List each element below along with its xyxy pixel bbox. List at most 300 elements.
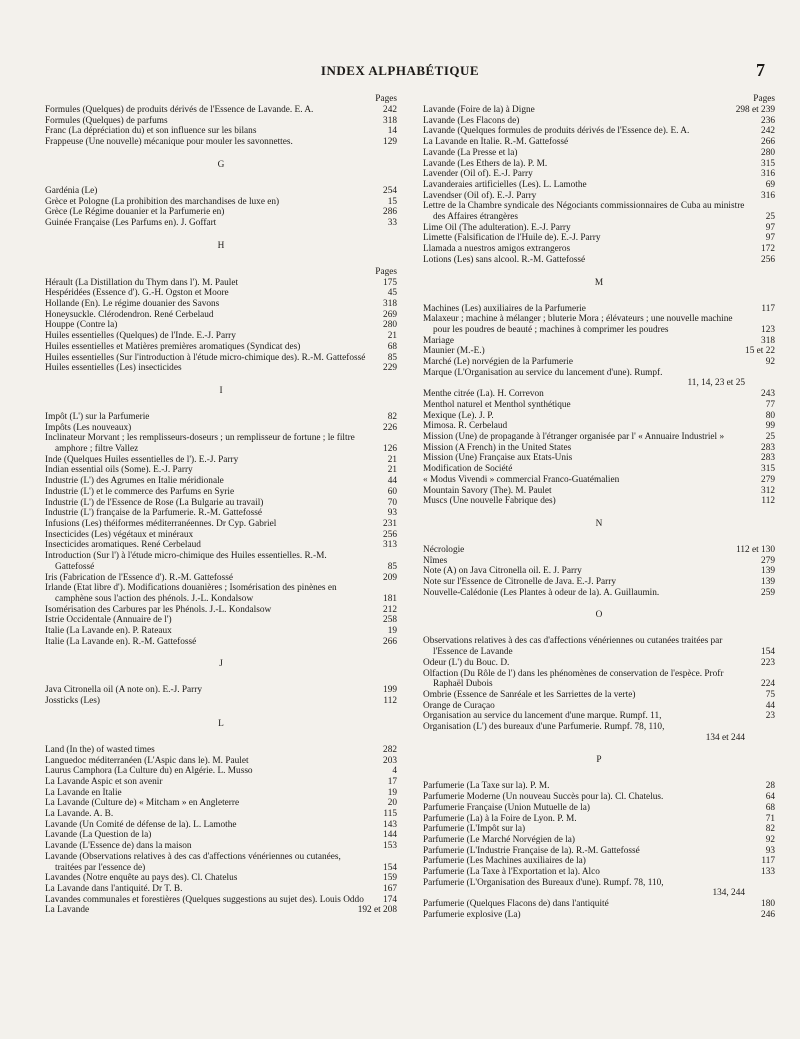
- index-entry: [423, 867, 775, 878]
- entry-pages: 19: [387, 626, 397, 637]
- entry-title: Infusions (Les) théiformes méditerranéennes. Dr Cyp. Gabriel: [45, 518, 277, 529]
- index-entry: [45, 820, 397, 831]
- entry-pages: 192 et 208: [357, 905, 397, 916]
- entry-pages: 133: [761, 867, 775, 878]
- entry-pages: 279: [761, 474, 775, 485]
- index-entry: [45, 626, 397, 637]
- index-entry: [423, 116, 775, 127]
- entry-pages: 172: [761, 244, 775, 255]
- index-entry: [423, 781, 775, 792]
- index-entry: [45, 745, 397, 756]
- entry-pages: 71: [765, 813, 775, 824]
- entry-pages-continued: 134 et 244: [705, 732, 745, 743]
- entry-pages: 4: [392, 766, 397, 777]
- entry-title: Mission (Une) de propagande à l'étranger organisée par l' « Annuaire Industriel »: [423, 431, 725, 442]
- entry-title: Land (In the) of wasted times: [45, 744, 155, 755]
- entry-pages: 99: [765, 421, 775, 432]
- entry-title: Lettre de la Chambre syndicale des Négociants commissionnaires de Cuba au ministre des Affaires étrangères: [423, 201, 745, 223]
- entry-pages: 318: [383, 299, 397, 310]
- index-entry: [45, 412, 397, 423]
- section-letter: L: [218, 718, 224, 729]
- entry-pages: 21: [387, 454, 397, 465]
- entry-pages: 209: [383, 572, 397, 583]
- entry-title: Insecticides aromatiques. René Cerbelaud: [45, 540, 201, 551]
- entry-pages: 82: [387, 411, 397, 422]
- entry-title: Malaxeur ; machine à mélanger ; bluterie Mora ; élévateurs ; une nouvelle machine pour les poudres de beauté ; machines à comprimer les poudres: [423, 314, 733, 335]
- entry-pages: 174: [383, 894, 397, 905]
- entry-pages: 85: [387, 561, 397, 572]
- index-entry: [45, 299, 397, 310]
- entry-pages: 77: [765, 399, 775, 410]
- index-entry: [423, 566, 775, 577]
- entry-pages: 139: [761, 566, 775, 577]
- entry-title: Machines (Les) auxiliaires de la Parfumerie: [423, 303, 586, 314]
- index-entry: [423, 159, 775, 170]
- index-entry: [423, 233, 775, 244]
- entry-pages: 60: [387, 486, 397, 497]
- entry-pages: 45: [387, 288, 397, 299]
- index-entry: [423, 669, 775, 690]
- pages-column-label: Pages: [375, 94, 397, 104]
- entry-pages: 123: [761, 324, 775, 335]
- section-letter: O: [595, 610, 603, 621]
- entry-pages: 75: [765, 689, 775, 700]
- index-entry: [45, 615, 397, 626]
- index-entry: [45, 320, 397, 331]
- index-entry: [423, 314, 775, 335]
- index-entry: [45, 353, 397, 364]
- entry-pages: 280: [383, 320, 397, 331]
- entry-pages: 315: [761, 158, 775, 169]
- entry-pages-continued: 134, 244: [712, 888, 745, 899]
- index-entry: [45, 798, 397, 809]
- entry-title: Odeur (L') du Bouc. D.: [423, 657, 510, 668]
- index-entry: [423, 701, 775, 712]
- entry-pages: 229: [383, 363, 397, 374]
- index-entry: [45, 519, 397, 530]
- entry-title: Parfumerie (L'Industrie Française de la). R.-M. Gattefossé: [423, 845, 640, 856]
- entry-pages: 112 et 130: [736, 544, 775, 555]
- entry-title: Marque (L'Organisation au service du lancement d'une). Rumpf.: [423, 367, 663, 378]
- index-entry: [423, 835, 775, 846]
- entry-title: Hérault (La Distillation du Thym dans l'). M. Paulet: [45, 277, 239, 288]
- entry-title: Irlande (Etat libre d'). Modifications douanières ; Isomérisation des pinènes en camphène sous l'action des phénols. J.-L. Kondalsow: [45, 583, 337, 604]
- entry-title: Industrie (L') et le commerce des Parfums en Syrie: [45, 486, 235, 497]
- index-entry: [423, 126, 775, 137]
- index-entry: [423, 658, 775, 669]
- entry-title: La Lavande en Italie. R.-M. Gattefossé: [423, 137, 569, 148]
- entry-title: Laurus Camphora (La Culture du) en Algérie. L. Musso: [45, 766, 253, 777]
- index-entry: [45, 873, 397, 884]
- entry-pages-continued: 11, 14, 23 et 25: [687, 378, 745, 389]
- index-entry: [45, 476, 397, 487]
- entry-title: Jossticks (Les): [45, 696, 101, 707]
- index-entry: [423, 443, 775, 454]
- entry-title: Limette (Falsification de l'Huile de). E.-J. Parry: [423, 233, 601, 244]
- index-entry: [423, 411, 775, 422]
- entry-pages: 80: [765, 410, 775, 421]
- index-entry: [423, 878, 775, 889]
- entry-title: Franc (La dépréciation du) et son influence sur les bilans: [45, 126, 257, 137]
- entry-pages: 85: [387, 352, 397, 363]
- entry-pages: 21: [387, 465, 397, 476]
- section-letter: N: [595, 518, 603, 529]
- entry-pages: 129: [383, 137, 397, 148]
- entry-title: Industrie (L') de l'Essence de Rose (La Bulgarie au travail): [45, 497, 264, 508]
- index-entry: [423, 556, 775, 567]
- index-entry: [45, 197, 397, 208]
- index-entry: [423, 304, 775, 315]
- entry-pages: 64: [765, 792, 775, 803]
- entry-pages: 97: [765, 222, 775, 233]
- index-entry: [423, 711, 775, 722]
- page-number: 7: [756, 60, 765, 80]
- entry-pages: 97: [765, 233, 775, 244]
- index-entry: [45, 126, 397, 137]
- entry-pages: 246: [761, 909, 775, 920]
- index-entry: [45, 852, 397, 873]
- entry-pages: 242: [383, 105, 397, 115]
- entry-title: Modification de Société: [423, 464, 513, 475]
- pages-column-label: Pages: [753, 94, 775, 104]
- entry-title: Lavande (Les Flacons de): [423, 115, 520, 126]
- section-letter: I: [219, 385, 223, 396]
- index-entry: [45, 841, 397, 852]
- entry-pages: 223: [761, 657, 775, 668]
- index-entry: [45, 637, 397, 648]
- entry-pages: 25: [765, 212, 775, 223]
- index-entry: [423, 180, 775, 191]
- entry-title: Lime Oil (The adulteration). E.-J. Parry: [423, 222, 571, 233]
- entry-title: Impôt (L') sur la Parfumerie: [45, 411, 150, 422]
- entry-title: Menthe citrée (La). H. Correvon: [423, 389, 544, 400]
- entry-title: La Lavande dans l'antiquité. Dr T. B.: [45, 883, 183, 894]
- entry-title: Lavandes communales et forestières (Quelques suggestions au sujet des). Louis Oddo: [45, 894, 364, 905]
- index-entry: [45, 186, 397, 197]
- entry-pages: 269: [383, 309, 397, 320]
- entry-pages: 298 et 239: [735, 105, 775, 115]
- entry-pages: 68: [765, 802, 775, 813]
- entry-pages: 312: [761, 485, 775, 496]
- entry-title: Guinée Française (Les Parfums en). J. Goffart: [45, 217, 217, 228]
- section-letter: J: [219, 659, 223, 670]
- entry-pages: 212: [383, 604, 397, 615]
- entry-pages: 167: [383, 883, 397, 894]
- entry-pages: 259: [761, 587, 775, 598]
- entry-pages: 117: [761, 303, 775, 314]
- entry-pages: 203: [383, 755, 397, 766]
- index-entry: [423, 475, 775, 486]
- entry-title: Parfumerie explosive (La): [423, 909, 521, 920]
- entry-title: Iris (Fabrication de l'Essence d'). R.-M. Gattefossé: [45, 572, 233, 583]
- entry-title: Indian essential oils (Some). E.-J. Parry: [45, 465, 193, 476]
- index-entry: [45, 696, 397, 707]
- entry-title: Menthol naturel et Menthol synthétique: [423, 399, 571, 410]
- entry-title: Parfumerie (Quelques Flacons de) dans l'antiquité: [423, 899, 609, 910]
- index-entry: [45, 423, 397, 434]
- index-entry: [45, 540, 397, 551]
- index-entry: [423, 577, 775, 588]
- index-entry: [423, 255, 775, 266]
- section-letter: G: [217, 159, 225, 170]
- index-entry: [45, 105, 397, 116]
- index-entry: [45, 331, 397, 342]
- entry-title: Mountain Savory (The). M. Paulet: [423, 485, 552, 496]
- entry-title: Gardénia (Le): [45, 185, 98, 196]
- entry-title: Lavender (Oil of). E.-J. Parry: [423, 169, 533, 180]
- entry-pages: 236: [761, 115, 775, 126]
- index-entry: [423, 105, 775, 116]
- index-entry: [45, 884, 397, 895]
- entry-title: Impôts (Les nouveaux): [45, 422, 132, 433]
- entry-title: Inclinateur Morvant ; les remplisseurs-doseurs ; un remplisseur de fortune ; le filtre amphore ; filtre Vallez: [45, 433, 355, 455]
- index-entry: [423, 223, 775, 234]
- entry-pages: 159: [383, 873, 397, 884]
- index-entry: [423, 389, 775, 400]
- entry-title: Maunier (M.-E.): [423, 346, 485, 357]
- entry-pages: 224: [761, 679, 775, 690]
- entry-pages: 181: [383, 593, 397, 604]
- entry-title: Parfumerie Française (Union Mutuelle de la): [423, 802, 591, 813]
- index-entry: [45, 583, 397, 604]
- entry-pages: 231: [383, 518, 397, 529]
- entry-title: Mariage: [423, 335, 454, 346]
- entry-title: Parfumerie Moderne (Un nouveau Succès pour la). Cl. Chatelus.: [423, 792, 664, 803]
- index-entry: [45, 605, 397, 616]
- entry-title: Lavande (Observations relatives à des cas d'affections vénériennes ou cutanées, traitées par l'essence de): [45, 851, 341, 873]
- index-entry: [45, 207, 397, 218]
- entry-title: Italie (La Lavande en). R.-M. Gattefossé: [45, 636, 197, 647]
- entry-title: Lavande (Foire de la) à Digne: [423, 105, 535, 115]
- section-letter: M: [594, 277, 604, 288]
- index-entry: [423, 346, 775, 357]
- index-entry: [45, 498, 397, 509]
- index-entry: [45, 530, 397, 541]
- index-entry: [423, 588, 775, 599]
- index-entry: [423, 722, 775, 733]
- index-entry: [45, 288, 397, 299]
- entry-title: Isomérisation des Carbures par les Phénols. J.-L. Kondalsow: [45, 604, 272, 615]
- entry-title: Organisation au service du lancement d'une marque. Rumpf. 11,: [423, 711, 662, 722]
- entry-title: Frappeuse (Une nouvelle) mécanique pour mouler les savonnettes.: [45, 137, 293, 148]
- index-entry: [45, 756, 397, 767]
- entry-pages: 313: [383, 540, 397, 551]
- entry-title: Olfaction (Du Rôle de l') dans les phénomènes de conservation de l'espèce. Profr Raphaël Dubois: [423, 668, 724, 690]
- entry-title: Introduction (Sur l') à l'étude micro-chimique des Huiles essentielles. R.-M. Gattefossé: [45, 551, 327, 572]
- entry-pages: 226: [383, 422, 397, 433]
- entry-pages: 17: [387, 776, 397, 787]
- entry-pages: 243: [761, 389, 775, 400]
- index-entry: [423, 244, 775, 255]
- entry-pages: 256: [761, 254, 775, 265]
- entry-pages: 15 et 22: [745, 346, 775, 357]
- entry-pages: 279: [761, 555, 775, 566]
- entry-title: Grèce et Pologne (La prohibition des marchandises de luxe en): [45, 196, 280, 207]
- entry-pages: 25: [765, 431, 775, 442]
- page-header: [0, 60, 800, 80]
- entry-title: Lavande (L'Essence de) dans la maison: [45, 841, 192, 852]
- entry-title: Note sur l'Essence de Citronelle de Java. E.-J. Parry: [423, 577, 616, 588]
- entry-pages: 139: [761, 577, 775, 588]
- index-entry: [45, 766, 397, 777]
- entry-pages: 283: [761, 453, 775, 464]
- entry-title: La Lavande en Italie: [45, 787, 122, 798]
- entry-pages: 154: [383, 862, 397, 873]
- index-entry: [45, 218, 397, 229]
- entry-title: Parfumerie (L'Organisation des Bureaux d'une). Rumpf. 78, 110,: [423, 877, 664, 888]
- entry-pages: 282: [383, 744, 397, 755]
- entry-title: Nîmes: [423, 555, 448, 566]
- index-entry: [423, 636, 775, 657]
- entry-title: Lavendser (Oil of). E.-J. Parry: [423, 190, 537, 201]
- entry-title: Lavande (Quelques formules de produits dérivés de l'Essence de). E. A.: [423, 126, 690, 137]
- entry-title: Formules (Quelques) de parfums: [45, 115, 168, 126]
- index-entry: [45, 433, 397, 454]
- entry-pages: 93: [387, 508, 397, 519]
- index-entry: [423, 803, 775, 814]
- entry-pages: 153: [383, 841, 397, 852]
- entry-pages: 112: [761, 496, 775, 507]
- index-entry: [423, 496, 775, 507]
- entry-title: Mimosa. R. Cerbelaud: [423, 421, 508, 432]
- entry-title: Parfumerie (Le Marché Norvégien de la): [423, 834, 576, 845]
- index-entry: [45, 685, 397, 696]
- entry-pages: 180: [761, 899, 775, 910]
- index-entry: [423, 545, 775, 556]
- index-entry: [423, 486, 775, 497]
- entry-title: Nouvelle-Calédonie (Les Plantes à odeur de la). A. Guillaumin.: [423, 587, 660, 598]
- index-entry: [45, 278, 397, 289]
- entry-pages: 15: [387, 196, 397, 207]
- entry-title: Honeysuckle. Clérodendron. René Cerbelaud: [45, 309, 214, 320]
- index-entry: [423, 400, 775, 411]
- entry-pages: 258: [383, 615, 397, 626]
- entry-title: Muscs (Une nouvelle Fabrique des): [423, 496, 556, 507]
- entry-pages: 92: [765, 834, 775, 845]
- entry-pages: 318: [761, 335, 775, 346]
- index-entry: [423, 201, 775, 222]
- entry-title: Inde (Quelques Huiles essentielles de l'). E.-J. Parry: [45, 454, 239, 465]
- entry-pages: 254: [383, 185, 397, 196]
- index-entry: [45, 487, 397, 498]
- entry-title: Marché (Le) norvégien de la Parfumerie: [423, 357, 573, 368]
- index-entry: [423, 824, 775, 835]
- entry-title: Llamada a nuestros amigos extrangeros: [423, 244, 571, 255]
- index-column-right: [423, 94, 775, 921]
- entry-title: « Modus Vivendi » commercial Franco-Guatémalien: [423, 474, 620, 485]
- index-entry: [423, 453, 775, 464]
- entry-title: Parfumerie (L'Impôt sur la): [423, 824, 526, 835]
- entry-title: Lavanderaies artificielles (Les). L. Lamothe: [423, 179, 587, 190]
- entry-pages: 21: [387, 331, 397, 342]
- index-entry: [45, 116, 397, 127]
- entry-title: Huiles essentielles (Quelques) de l'Inde. E.-J. Parry: [45, 331, 236, 342]
- entry-title: Lotions (Les) sans alcool. R.-M. Gattefossé: [423, 254, 586, 265]
- index-entry: [423, 421, 775, 432]
- pages-column-label: Pages: [375, 266, 397, 277]
- entry-title: Languedoc méditerranéen (L'Aspic dans le). M. Paulet: [45, 755, 249, 766]
- entry-pages: 33: [387, 217, 397, 228]
- index-entry: [423, 846, 775, 857]
- section-letter: H: [217, 240, 225, 251]
- entry-pages: 154: [761, 647, 775, 658]
- entry-title: Lavandes (Notre enquête au pays des). Cl. Chatelus: [45, 873, 238, 884]
- entry-pages: 68: [387, 341, 397, 352]
- entry-pages: 69: [765, 179, 775, 190]
- index-entry: [45, 465, 397, 476]
- entry-title: La Lavande (Culture de) « Mitcham » en Angleterre: [45, 798, 240, 809]
- index-column-left: [45, 94, 397, 916]
- entry-title: La Lavande. A. B.: [45, 809, 114, 820]
- entry-pages: 318: [383, 115, 397, 126]
- index-entry: [423, 169, 775, 180]
- entry-pages: 266: [383, 636, 397, 647]
- entry-title: Huiles essentielles et Matières premières aromatiques (Syndicat des): [45, 341, 301, 352]
- entry-pages: 82: [765, 824, 775, 835]
- index-entry: [423, 910, 775, 921]
- entry-pages: 117: [761, 856, 775, 867]
- index-entry: [423, 148, 775, 159]
- entry-pages: 316: [761, 169, 775, 180]
- entry-title: Mexique (Le). J. P.: [423, 410, 494, 421]
- entry-title: Insecticides (Les) végétaux et minéraux: [45, 529, 194, 540]
- entry-title: Istrie Occidentale (Annuaire de l'): [45, 615, 172, 626]
- entry-title: Organisation (L') des bureaux d'une Parfumerie. Rumpf. 78, 110,: [423, 722, 665, 733]
- index-entry: [45, 508, 397, 519]
- index-entry: [423, 690, 775, 701]
- entry-title: Huiles essentielles (Les) insecticides: [45, 363, 182, 374]
- index-entry: [45, 551, 397, 572]
- entry-pages: 286: [383, 207, 397, 218]
- index-entry: [423, 191, 775, 202]
- index-entry: [45, 137, 397, 148]
- entry-pages: 44: [387, 476, 397, 487]
- entry-pages: 315: [761, 464, 775, 475]
- entry-title: Industrie (L') des Agrumes en Italie méridionale: [45, 476, 224, 487]
- entry-title: Formules (Quelques) de produits dérivés de l'Essence de Lavande. E. A.: [45, 105, 314, 115]
- entry-pages: 92: [765, 357, 775, 368]
- entry-pages: 126: [383, 444, 397, 455]
- entry-title: Lavande (Les Ethers de la). P. M.: [423, 158, 548, 169]
- index-entry: [423, 137, 775, 148]
- entry-title: Java Citronella oil (A note on). E.-J. Parry: [45, 685, 202, 696]
- index-entry: [423, 899, 775, 910]
- entry-pages: 143: [383, 819, 397, 830]
- entry-pages: 144: [383, 830, 397, 841]
- entry-title: Ombrie (Essence de Sanréale et les Sarriettes de la verte): [423, 689, 636, 700]
- entry-pages: 283: [761, 442, 775, 453]
- entry-pages: 112: [383, 696, 397, 707]
- index-entry: [45, 342, 397, 353]
- entry-title: Mission (Une) Française aux Etats-Unis: [423, 453, 573, 464]
- entry-title: Lavande (La Presse et la): [423, 147, 518, 158]
- section-letter: P: [596, 755, 602, 766]
- index-entry: [423, 464, 775, 475]
- index-entry: [423, 432, 775, 443]
- index-entry: [45, 363, 397, 374]
- entry-title: La Lavande: [45, 905, 90, 916]
- entry-pages: 93: [765, 845, 775, 856]
- entry-pages: 242: [761, 126, 775, 137]
- entry-title: Nécrologie: [423, 544, 465, 555]
- entry-title: Parfumerie (La Taxe à l'Exportation et la). Alco: [423, 867, 600, 878]
- index-entry: [423, 336, 775, 347]
- entry-title: Italie (La Lavande en). P. Rateaux: [45, 626, 172, 637]
- entry-pages: 266: [761, 137, 775, 148]
- index-entry: [45, 905, 397, 916]
- entry-title: Parfumerie (Les Machines auxiliaires de la): [423, 856, 586, 867]
- entry-pages: 70: [387, 497, 397, 508]
